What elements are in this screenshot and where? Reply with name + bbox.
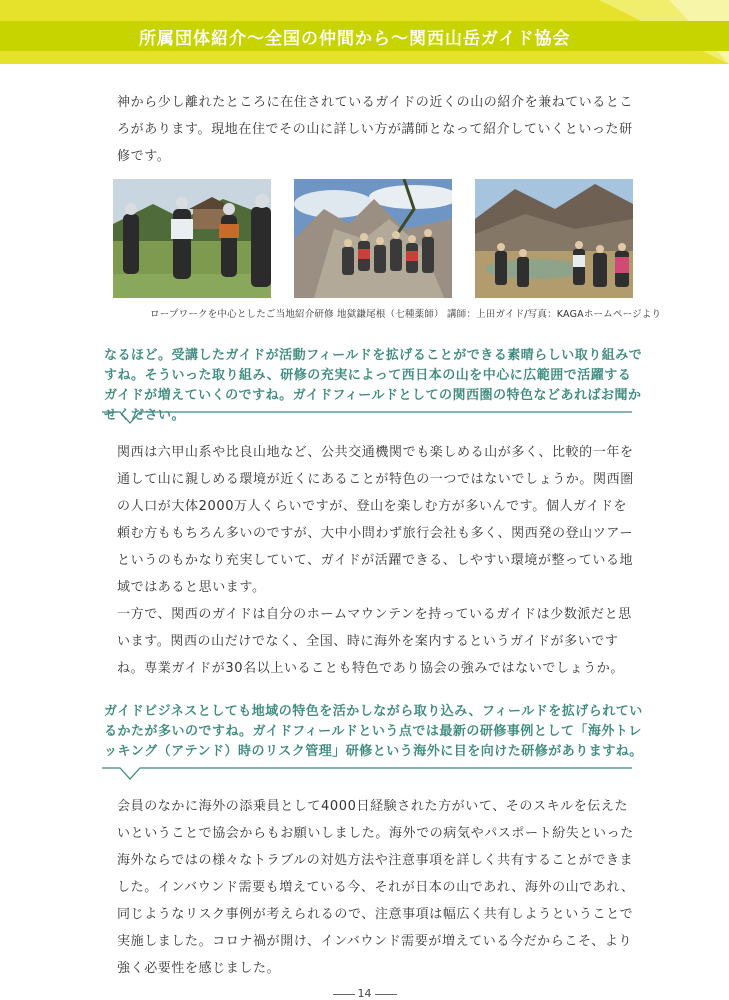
question-2-divider xyxy=(102,766,632,786)
answer-1-paragraph-2: 一方で、関西のガイドは自分のホームマウンテンを持っているガイドは少数派だと思います。関西の山だけでなく、全国、時に海外を案内するというガイドが多いですね。専業ガイドが30名以上いることも特色であり協会の強みではないでしょうか。 xyxy=(117,607,632,676)
page-title: 所属団体紹介〜全国の仲間から〜関西山岳ガイド協会 xyxy=(139,29,571,49)
page-number-value: 14 xyxy=(357,987,372,1000)
question-1: なるほど。受講したガイドが活動フィールドを拡げることができる素晴らしい取り組みですね。そういった取り組み、研修の充実によって西日本の山を中心に広範囲で活躍するガイドが増えていくのですね。ガイドフィールドとしての関西圏の特色などあればお聞かせください。 xyxy=(104,348,643,423)
header-banner xyxy=(0,0,729,64)
answer-1-paragraph-1: 関西は六甲山系や比良山地など、公共交通機関でも楽しめる山が多く、比較的一年を通して山に親しめる環境が近くにあることが特色の一つではないでしょうか。関西圏の人口が大体2000万人くらいですが、登山を楽しむ方が多いんです。個人ガイドを頼む方ももちろん多いのですが、大中小問わず旅行会社も多く、関西発の登山ツアーというのもかなり充実していて、ガイドが活躍できる、しやすい環境が整っている地域ではあると思います。 xyxy=(117,445,634,595)
photo-row xyxy=(113,179,633,299)
page-number xyxy=(0,987,729,1000)
photo-caption: ロープワークを中心としたご当地紹介研修 地獄鎌尾根（七種薬師） 講師：上田ガイド/写真：KAGAホームページより xyxy=(150,309,662,320)
page-number-rule-left xyxy=(333,994,355,995)
question-2: ガイドビジネスとしても地域の特色を活かしながら取り込み、フィールドを拡げられているかたが多いのですね。ガイドフィールドという点では最新の研修事例として「海外トレッキング（アテンド）時のリスク管理」研修という海外に目を向けた研修がありますね。 xyxy=(104,704,643,759)
answer-1 xyxy=(117,439,637,682)
photo-field-group xyxy=(475,179,633,298)
photo-rope-work xyxy=(113,179,271,298)
answer-2: 会員のなかに海外の添乗員として4000日経験された方がいて、そのスキルを伝えたいということで協会からもお願いしました。海外での病気やパスポート紛失といった海外ならではの様々なトラブルの対処方法や注意事項を詳しく共有することができました。インバウンド需要も増えている今、それが日本の山であれ、海外の山であれ、同じようなリスク事例が考えられるので、注意事項は幅広く共有しようということで実施しました。コロナ禍が開け、インバウンド需要が増えている今だからこそ、より強く必要性を感じました。 xyxy=(117,799,635,976)
intro-paragraph: 神から少し離れたところに在住されているガイドの近くの山の紹介を兼ねているところがあります。現地在住でその山に詳しい方が講師となって紹介していくといった研修です。 xyxy=(117,95,634,164)
question-1-divider xyxy=(102,410,632,430)
photo-rock-group xyxy=(294,179,452,298)
page-number-rule-right xyxy=(375,994,397,995)
